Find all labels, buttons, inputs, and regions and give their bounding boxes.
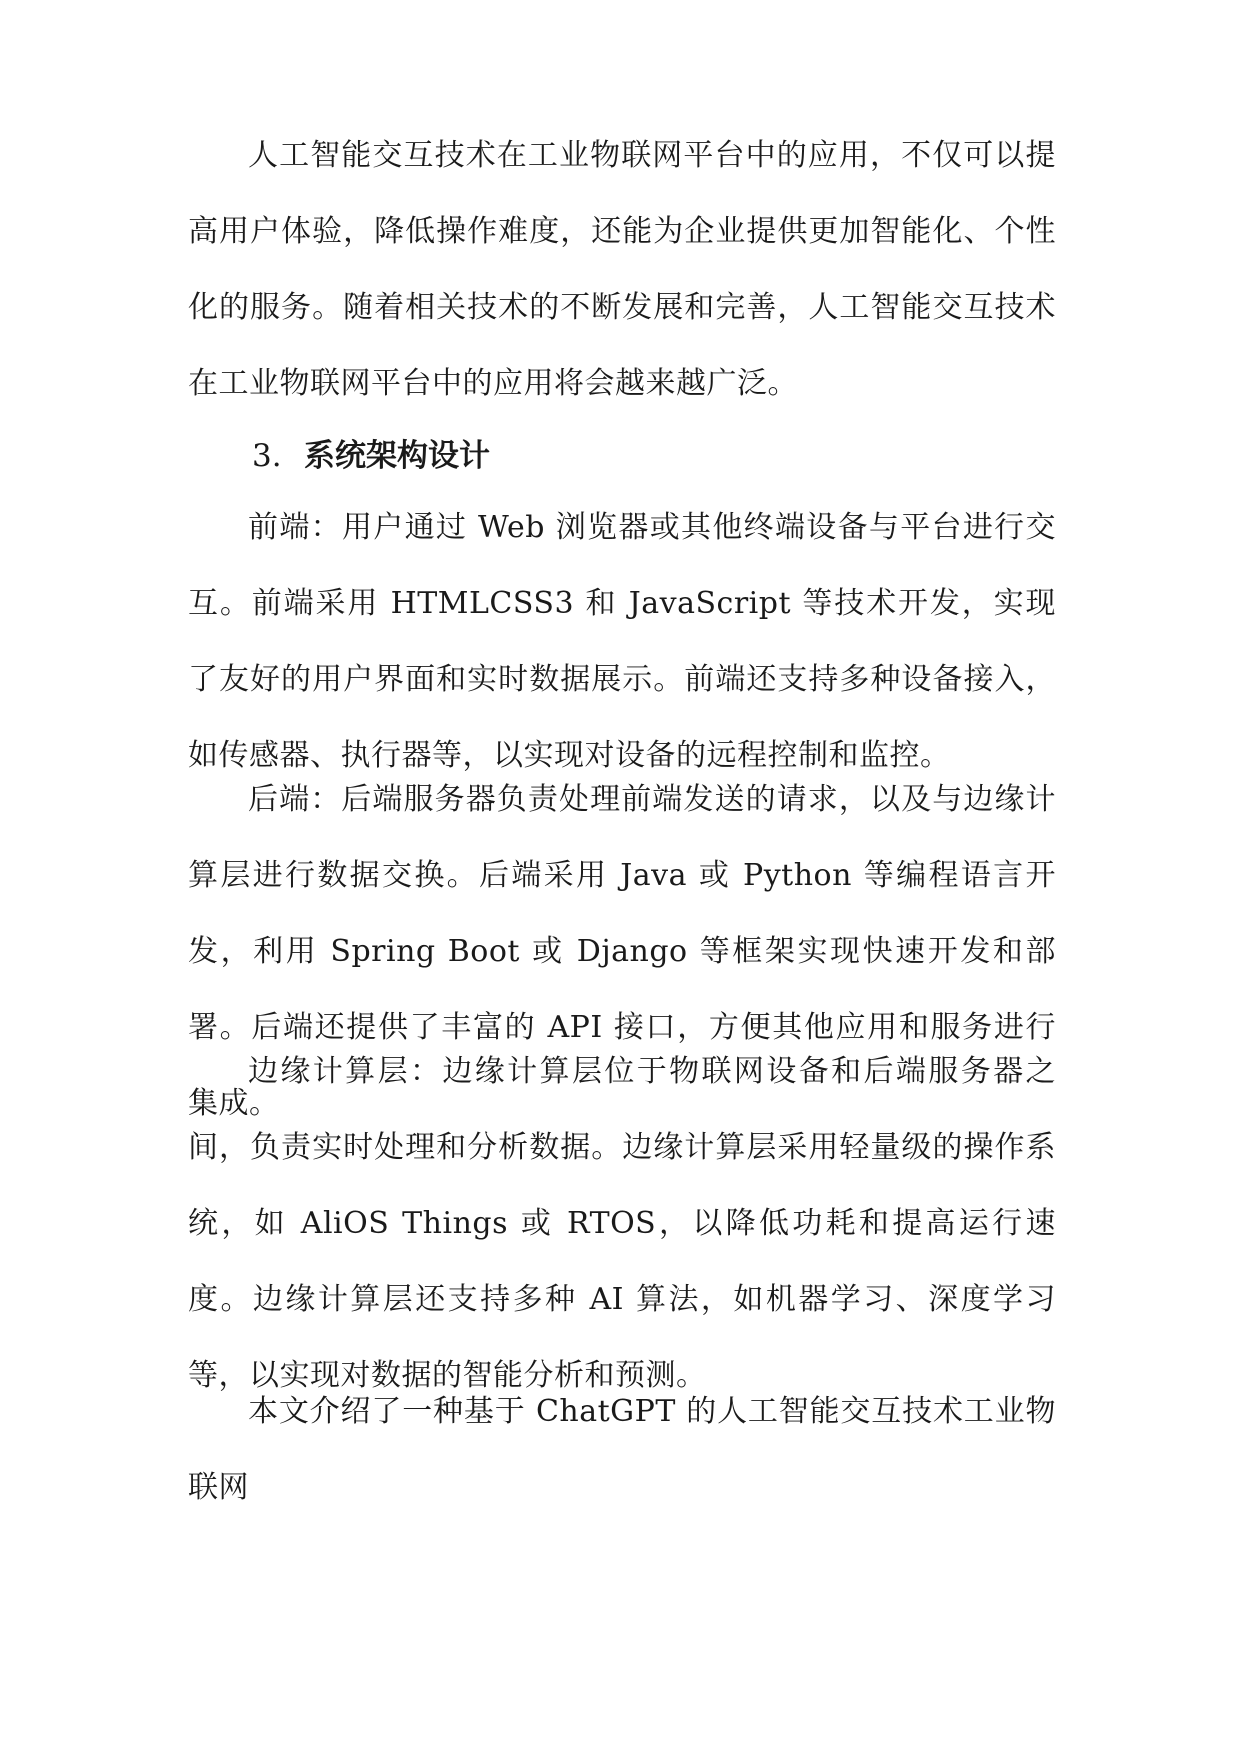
frontend-paragraph: 前端：用户通过 Web 浏览器或其他终端设备与平台进行交互。前端采用 HTMLCSS3 和 JavaScript 等技术开发，实现了友好的用户界面和实时数据展示。前端还支持多种设备接入，如传感器、执行器等，以实现对设备的远程控制和监控。 xyxy=(188,510,1056,773)
section-heading xyxy=(252,436,490,476)
backend-paragraph: 后端：后端服务器负责处理前端发送的请求，以及与边缘计算层进行数据交换。后端采用 Java 或 Python 等编程语言开发，利用 Spring Boot 或 Django 等框架实现快速开发和部署。后端还提供了丰富的 API 接口，方便其他应用和服务进行集成。 xyxy=(188,782,1056,1121)
closing-paragraph: 本文介绍了一种基于 ChatGPT 的人工智能交互技术工业物联网 xyxy=(188,1394,1056,1505)
section-number: 3. xyxy=(252,438,282,474)
intro-paragraph: 人工智能交互技术在工业物联网平台中的应用，不仅可以提高用户体验，降低操作难度，还能为企业提供更加智能化、个性化的服务。随着相关技术的不断发展和完善，人工智能交互技术在工业物联网平台中的应用将会越来越广泛。 xyxy=(188,138,1056,401)
section-title: 系统架构设计 xyxy=(304,438,490,474)
edge-computing-paragraph: 边缘计算层：边缘计算层位于物联网设备和后端服务器之间，负责实时处理和分析数据。边缘计算层采用轻量级的操作系统，如 AliOS Things 或 RTOS，以降低功耗和提高运行速度。边缘计算层还支持多种 AI 算法，如机器学习、深度学习等，以实现对数据的智能分析和预测。 xyxy=(188,1054,1056,1393)
